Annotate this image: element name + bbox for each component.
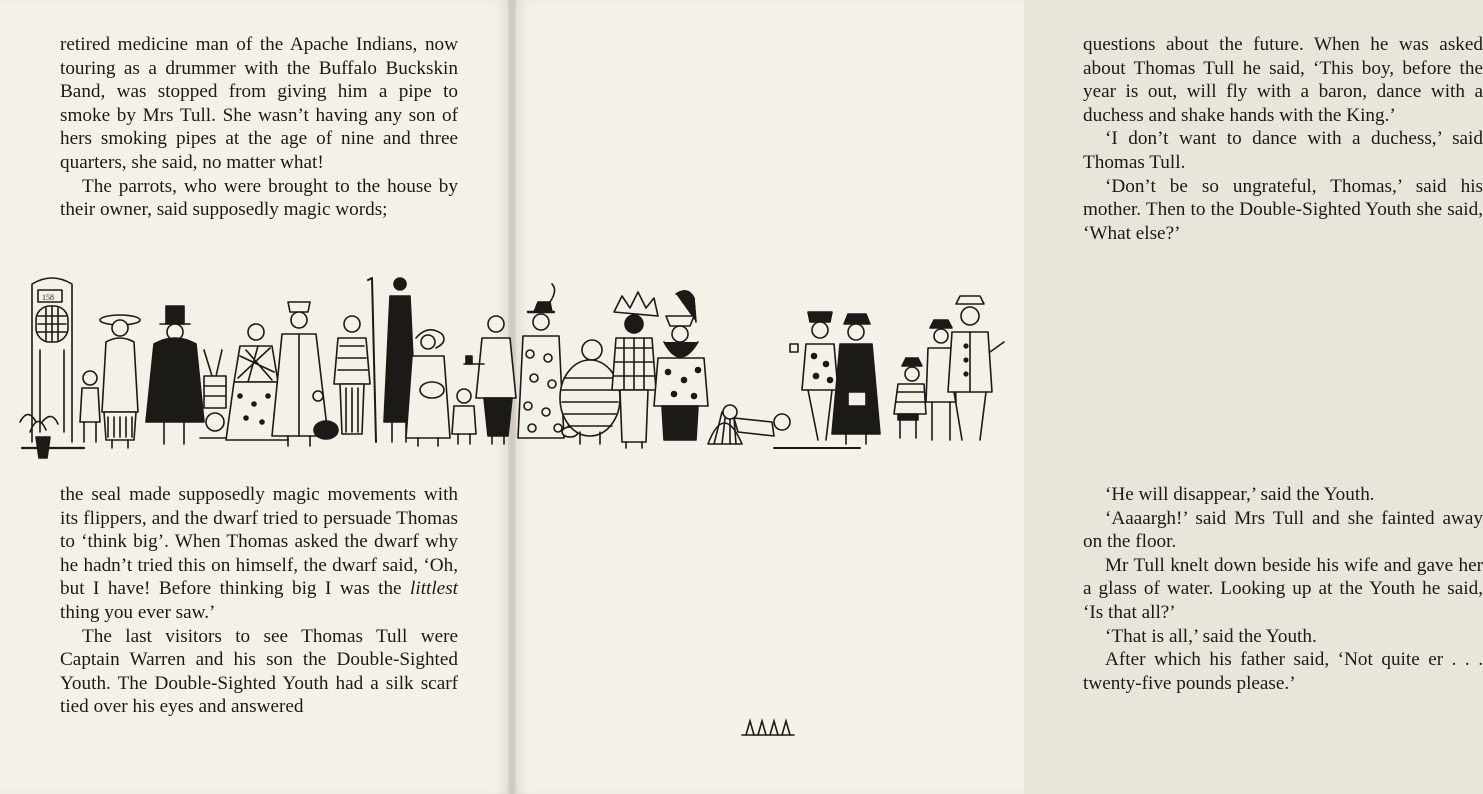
parrot-owner-figure [654,291,742,444]
mrs-tull-figure [832,314,880,444]
queue-of-visitors-illustration [18,272,1010,468]
right-top-paragraph-1: questions about the future. When he was asked about Thomas Tull he said, ‘This boy, before the year is out, will fly with a baron, dance with a duchess and shake hands with the King.’ [1083,34,1483,126]
right-top-paragraph-3: ‘Don’t be so ungrateful, Thomas,’ said his mother. Then to the Double-Sighted Youth she said, ‘What else?’ [1083,175,1483,244]
left-bottom-paragraph-1 [60,483,458,625]
right-top-paragraph-2: ‘I don’t want to dance with a duchess,’ said Thomas Tull. [1083,128,1483,173]
right-bottom-paragraph-1: ‘He will disappear,’ said the Youth. [1105,484,1375,505]
apache-medicine-man-figure [612,292,658,448]
right-bottom-paragraph-3: Mr Tull knelt down beside his wife and gave her a glass of water. Looking up at the Youth he said, ‘Is that all?’ [1083,554,1483,623]
dwarf-figure [894,358,926,438]
end-ornament [738,715,798,739]
right-top-text [1083,33,1483,245]
man-in-top-hat-figure [146,306,204,444]
left-top-paragraph-2: The parrots, who were brought to the house by their owner, said supposedly magic words; [60,175,458,221]
right-bottom-paragraph-2: ‘Aaaargh!’ said Mrs Tull and she fainted away on the floor. [1083,507,1483,553]
right-bottom-paragraph-5: After which his father said, ‘Not quite er . . . twenty-five pounds please.’ [1083,649,1483,694]
doorway-illustration [20,278,84,458]
left-bottom-text [60,483,458,719]
left-bottom-paragraph-1-end: thing you ever saw.’ [60,601,216,623]
right-bottom-text [1083,483,1483,695]
man-in-long-coat-figure [272,302,338,446]
door-number: 158 [42,293,54,302]
child-figure [452,389,476,444]
small-child-figure [80,371,100,442]
left-top-paragraph-1: retired medicine man of the Apache Indians, now touring as a drummer with the Buffalo Buckskin Band, was stopped from giving him a pipe to smoke by Mrs Tull. She wasn’t having any son of hers smoking pipes at the age of nine and three quarters, she said, no matter what! [60,34,458,173]
right-bottom-paragraph-4: ‘That is all,’ said the Youth. [1105,625,1317,647]
left-bottom-paragraph-1-start: the seal made supposedly magic movements with its flippers, and the dwarf tried to persuade Thomas to ‘think big’. When Thomas asked the dwarf why he hadn’t tried this on himself, the dwarf said, ‘Oh, but I have! Before thinking big I was the [60,484,458,600]
upside-down-child-figure [200,350,230,438]
man-with-staff-figure [334,278,416,442]
left-bottom-paragraph-1-italic: littlest [410,578,458,600]
left-bottom-paragraph-2: The last visitors to see Thomas Tull were Captain Warren and his son the Double-Sighted Youth. The Double-Sighted Youth had a silk scarf tied over his eyes and answered [60,625,458,718]
woman-in-hat-figure [100,315,140,448]
captain-warren-figure [948,296,1004,440]
left-top-text [60,33,458,222]
